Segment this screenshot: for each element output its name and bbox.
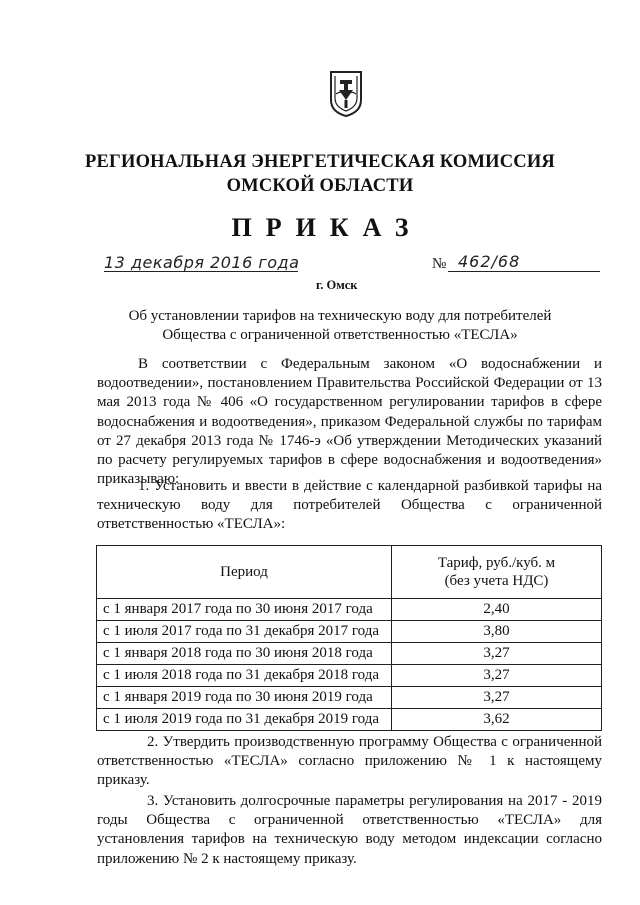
period-cell: с 1 июля 2019 года по 31 декабря 2019 года <box>97 709 392 731</box>
organization-name-line2: ОМСКОЙ ОБЛАСТИ <box>226 176 414 196</box>
tariff-cell: 2,40 <box>392 599 602 621</box>
item-1-paragraph: 1. Установить и ввести в действие с календарной разбивкой тарифы на техническую воду для потребителей Общества с ограниченной ответственностью «ТЕСЛА»: <box>97 478 602 533</box>
table-row <box>97 665 602 687</box>
table-row <box>97 687 602 709</box>
preamble-paragraph: В соответствии с Федеральным законом «О водоснабжении и водоотведении», постановлением Правительства Российской Федерации от 13 мая 2013 года № 406 «О государственном регулировании тарифов в сфере водоснабжения и водоотведения», приказом Федеральной службы по тарифам от 27 декабря 2013 года № 1746-э «Об утверждении Методических указаний по расчету регулируемых тарифов в сфере водоснабжения и водоотведения» приказываю: <box>97 356 602 488</box>
item-2-paragraph: 2. Утвердить производственную программу Общества с ограниченной ответственностью «ТЕСЛА» согласно приложению № 1 к настоящему приказу. <box>97 734 602 789</box>
order-number-label: № <box>432 256 447 272</box>
period-cell: с 1 января 2019 года по 30 июня 2019 года <box>97 687 392 709</box>
omsk-coat-of-arms-icon <box>329 70 363 118</box>
period-cell: с 1 июля 2018 года по 31 декабря 2018 года <box>97 665 392 687</box>
handwritten-date: 13 декабря 2016 года <box>104 253 300 272</box>
header-period: Период <box>97 546 392 599</box>
tariff-cell: 3,27 <box>392 687 602 709</box>
subject-line2: Общества с ограниченной ответственностью «ТЕСЛА» <box>162 327 518 343</box>
tariff-table <box>96 545 602 731</box>
table-row <box>97 599 602 621</box>
table-row <box>97 643 602 665</box>
period-cell: с 1 января 2017 года по 30 июня 2017 года <box>97 599 392 621</box>
tariff-cell: 3,62 <box>392 709 602 731</box>
header-tariff <box>392 546 602 599</box>
table-row <box>97 621 602 643</box>
period-cell: с 1 июля 2017 года по 31 декабря 2017 года <box>97 621 392 643</box>
period-cell: с 1 января 2018 года по 30 июня 2018 года <box>97 643 392 665</box>
table-header-row <box>97 546 602 599</box>
tariff-cell: 3,27 <box>392 665 602 687</box>
subject-line1: Об установлении тарифов на техническую воду для потребителей <box>128 308 552 324</box>
header-tariff-line2: (без учета НДС) <box>444 573 549 589</box>
table-row <box>97 709 602 731</box>
city-label: г. Омск <box>316 278 358 292</box>
date-underline <box>104 271 298 272</box>
tariff-cell: 3,27 <box>392 643 602 665</box>
number-underline <box>448 271 600 272</box>
header-tariff-line1: Тариф, руб./куб. м <box>437 555 556 571</box>
handwritten-order-number: 462/68 <box>458 252 521 271</box>
document-type-title: ПРИКАЗ <box>231 213 423 242</box>
item-3-paragraph: 3. Установить долгосрочные параметры регулирования на 2017 - 2019 годы Общества с ограниченной ответственностью «ТЕСЛА» для установления тарифов на техническую воду методом индексации согласно приложению № 2 к настоящему приказу. <box>97 793 602 867</box>
tariff-cell: 3,80 <box>392 621 602 643</box>
organization-name-line1: РЕГИОНАЛЬНАЯ ЭНЕРГЕТИЧЕСКАЯ КОМИССИЯ <box>84 152 555 172</box>
